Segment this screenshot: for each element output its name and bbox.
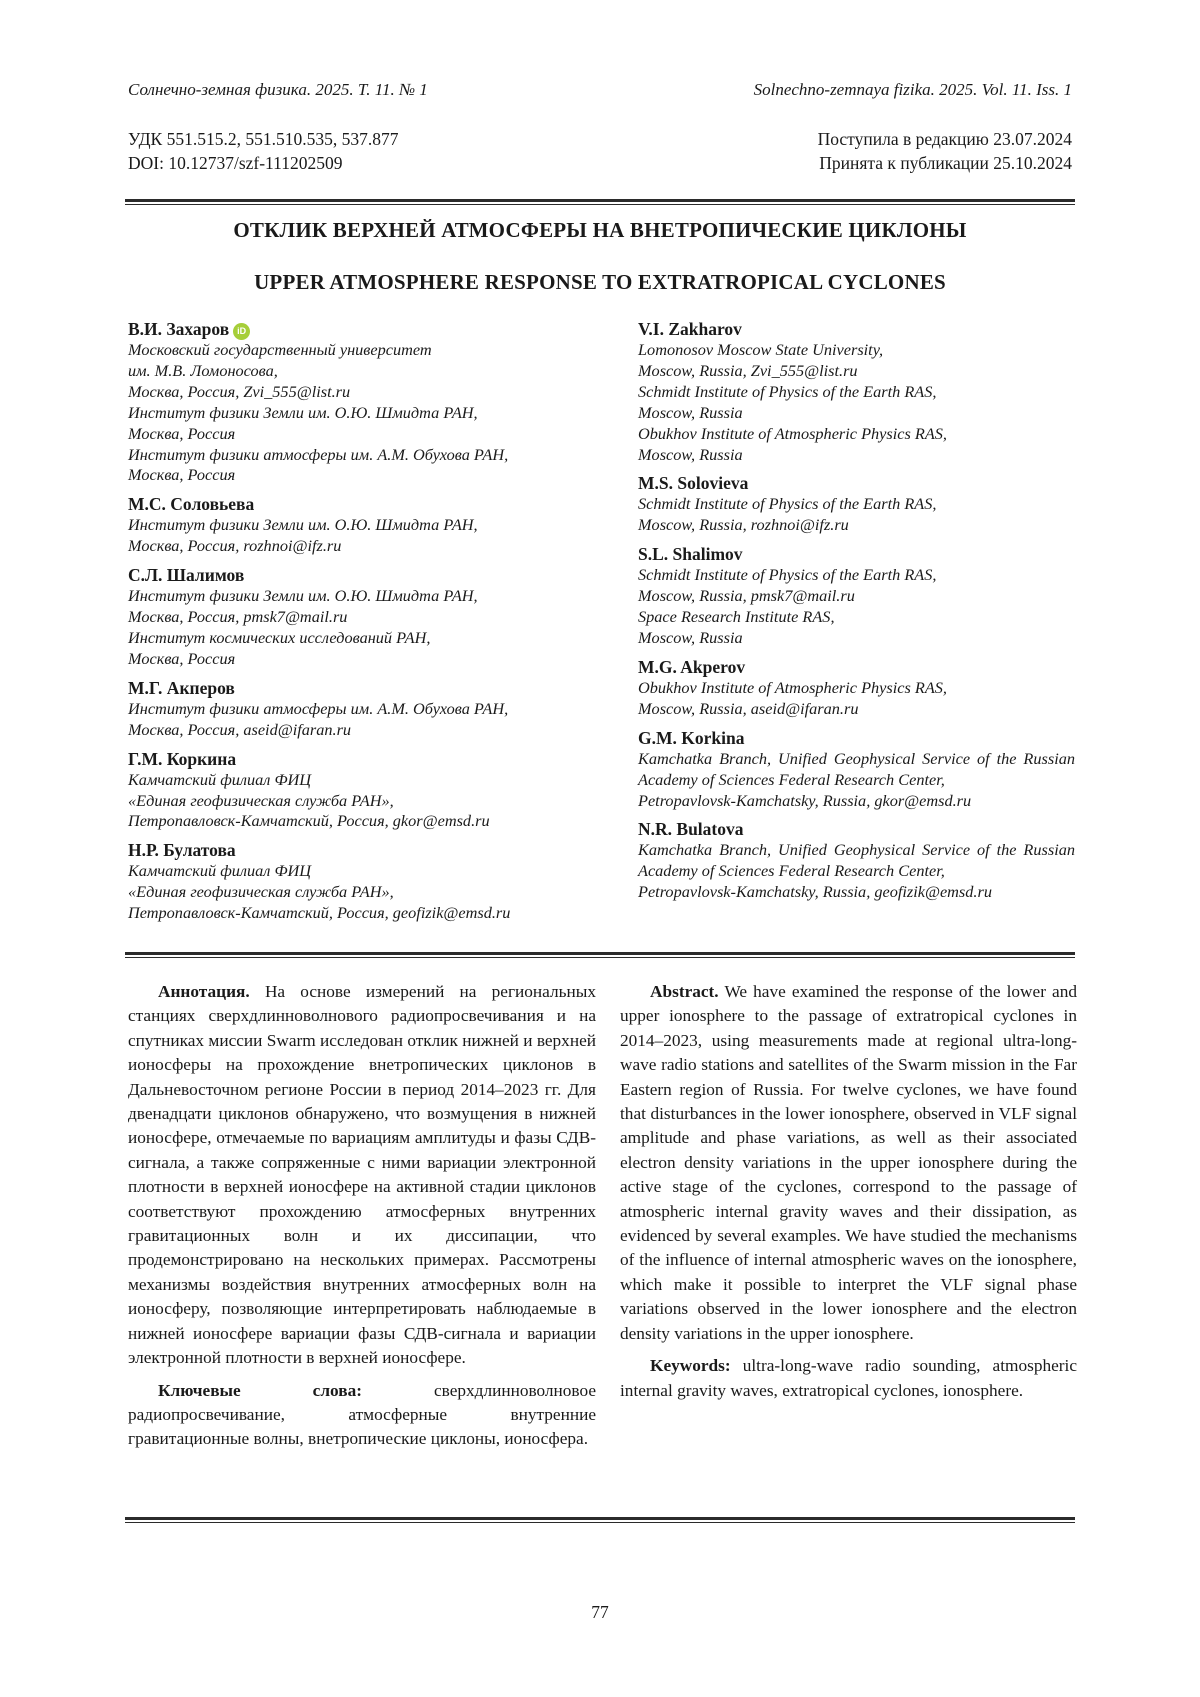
author-affiliation: Институт физики Земли им. О.Ю. Шмидта РАН, Москва, Россия, rozhnoi@ifz.ru bbox=[128, 515, 478, 556]
author-block bbox=[638, 727, 1075, 812]
author-block bbox=[128, 748, 568, 833]
keywords-paragraph bbox=[620, 1354, 1077, 1403]
title-russian: ОТКЛИК ВЕРХНЕЙ АТМОСФЕРЫ НА ВНЕТРОПИЧЕСКИЕ ЦИКЛОНЫ bbox=[233, 218, 967, 242]
running-head-right: Solnechno-zemnaya fizika. 2025. Vol. 11. Iss. 1 bbox=[753, 80, 1072, 99]
page-number: 77 bbox=[591, 1602, 609, 1622]
author-affiliation: Kamchatka Branch, Unified Geophysical Service of the Russian Academy of Sciences Federal Research Center, Petropavlovsk-Kamchatsky, Russia, gkor@emsd.ru bbox=[638, 748, 1075, 810]
author-block bbox=[128, 564, 568, 670]
keywords-label: Ключевые слова: bbox=[158, 1380, 362, 1400]
author-block bbox=[128, 839, 568, 924]
author-affiliation: Schmidt Institute of Physics of the Earth RAS, Moscow, Russia, rozhnoi@ifz.ru bbox=[638, 494, 937, 535]
abstract-russian bbox=[128, 980, 596, 1460]
keywords-paragraph bbox=[128, 1379, 596, 1452]
abstract-text: We have examined the response of the lower and upper ionosphere to the passage of extratropical cyclones in 2014–2023, using measurements made at regional ultra-long-wave radio stations and satellites of the Swarm mission in the Far Eastern region of Russia. For twelve cyclones, we have found that disturbances in the lower ionosphere, observed in VLF signal amplitude and phase variations, as well as their associated electron density variations in the upper ionosphere during the active stage of the cyclones, correspond to the passage of atmospheric internal gravity waves and their dissipation, as evidenced by several examples. We have studied the mechanisms of the influence of internal atmospheric waves on the ionosphere, which make it possible to interpret the VLF signal phase variations observed in the lower ionosphere and the electron density variations in the upper ionosphere. bbox=[620, 982, 1078, 1343]
abstract-label: Аннотация. bbox=[158, 982, 250, 1001]
article-dates bbox=[818, 127, 1072, 175]
author-block bbox=[638, 656, 1075, 720]
author-name: N.R. Bulatova bbox=[638, 819, 744, 840]
orcid-icon[interactable]: iD bbox=[233, 323, 250, 340]
author-affiliation: Kamchatka Branch, Unified Geophysical Service of the Russian Academy of Sciences Federal Research Center, Petropavlovsk-Kamchatsky, Russia, geofizik@emsd.ru bbox=[638, 840, 1075, 902]
author-block bbox=[638, 318, 1075, 465]
udk-code: УДК 551.515.2, 551.510.535, 537.877 bbox=[128, 129, 399, 149]
author-name: G.M. Korkina bbox=[638, 727, 745, 748]
abstract-paragraph bbox=[128, 980, 596, 1371]
author-block bbox=[638, 472, 1075, 536]
article-identifiers bbox=[128, 127, 398, 175]
author-name: Н.Р. Булатова bbox=[128, 840, 236, 861]
author-name: M.S. Solovieva bbox=[638, 473, 749, 494]
author-name: M.G. Akperov bbox=[638, 656, 746, 677]
received-date: Поступила в редакцию 23.07.2024 bbox=[817, 129, 1072, 149]
keywords-text: сверхдлинноволновое радиопросвечивание, атмосферные внутренние гравитационные волны, внетропические циклоны, ионосфера. bbox=[128, 1380, 596, 1449]
abstract-paragraph bbox=[620, 980, 1077, 1346]
author-block bbox=[128, 493, 568, 557]
abstract-text: На основе измерений на региональных станциях сверхдлинноволнового радиопросвечивания и на спутниках миссии Swarm исследован отклик нижней и верхней ионосферы на прохождение внетропических циклонов в Дальневосточном регионе России в период 2014–2023 гг. Для двенадцати циклонов обнаружено, что возмущения в нижней ионосфере, отмечаемые по вариациям амплитуды и фазы СДВ-сигнала, а также сопряженные с ними вариации электронной плотности в верхней ионосфере на активной стадии циклонов соответствуют прохождению атмосферных внутренних гравитационных волн и их диссипации, что продемонстрировано на нескольких примерах. Рассмотрены механизмы воздействия внутренних атмосферных волн на ионосферу, позволяющие интерпретировать наблюдаемые в нижней ионосфере вариации фазы СДВ-сигнала и вариации электронной плотности в верхней ионосфере. bbox=[128, 982, 596, 1368]
abstract-label: Abstract. bbox=[650, 982, 719, 1001]
authors-english bbox=[638, 318, 1075, 910]
author-name: М.С. Соловьева bbox=[128, 494, 255, 515]
top-rule bbox=[125, 199, 1075, 205]
author-name: В.И. Захаров bbox=[128, 319, 230, 339]
author-affiliation: Институт физики атмосферы им. А.М. Обухова РАН, Москва, Россия, aseid@ifaran.ru bbox=[128, 698, 509, 739]
author-affiliation: Институт физики Земли им. О.Ю. Шмидта РАН, Москва, Россия, pmsk7@mail.ru Институт космических исследований РАН, Москва, Россия bbox=[128, 586, 478, 668]
author-name: V.I. Zakharov bbox=[638, 319, 742, 339]
author-affiliation: Lomonosov Moscow State University, Moscow, Russia, Zvi_555@list.ru Schmidt Institute of Physics of the Earth RAS, Moscow, Russia Obukhov Institute of Atmospheric Physics RAS, Moscow, Russia bbox=[638, 340, 947, 464]
title-english: UPPER ATMOSPHERE RESPONSE TO EXTRATROPICAL CYCLONES bbox=[254, 270, 946, 294]
author-name: С.Л. Шалимов bbox=[128, 565, 245, 586]
doi: DOI: 10.12737/szf-111202509 bbox=[128, 153, 343, 173]
author-name: Г.М. Коркина bbox=[128, 748, 237, 769]
author-name: М.Г. Акперов bbox=[128, 677, 235, 698]
keywords-label: Keywords: bbox=[650, 1356, 731, 1376]
author-affiliation: Камчатский филиал ФИЦ «Единая геофизическая служба РАН», Петропавловск-Камчатский, Россия, gkor@emsd.ru bbox=[128, 769, 490, 831]
author-block bbox=[128, 318, 568, 486]
bottom-rule bbox=[125, 1517, 1075, 1523]
authors-russian bbox=[128, 318, 568, 931]
middle-rule bbox=[125, 952, 1075, 958]
accepted-date: Принята к публикации 25.10.2024 bbox=[819, 153, 1072, 173]
author-affiliation: Камчатский филиал ФИЦ «Единая геофизическая служба РАН», Петропавловск-Камчатский, Россия, geofizik@emsd.ru bbox=[128, 861, 511, 923]
abstract-english bbox=[620, 980, 1077, 1411]
author-block bbox=[128, 677, 568, 741]
running-head bbox=[128, 80, 1072, 102]
running-head-left: Солнечно-земная физика. 2025. Т. 11. № 1 bbox=[128, 80, 428, 99]
author-affiliation: Московский государственный университет им. М.В. Ломоносова, Москва, Россия, Zvi_555@list.ru Институт физики Земли им. О.Ю. Шмидта РАН, Москва, Россия Институт физики атмосферы им. А.М. Обухова РАН, Москва, Россия bbox=[128, 340, 509, 485]
author-affiliation: Schmidt Institute of Physics of the Earth RAS, Moscow, Russia, pmsk7@mail.ru Space Research Institute RAS, Moscow, Russia bbox=[638, 565, 937, 647]
author-block bbox=[638, 543, 1075, 649]
keywords-text: ultra-long-wave radio sounding, atmospheric internal gravity waves, extratropical cyclones, ionosphere. bbox=[620, 1356, 1077, 1400]
author-name: S.L. Shalimov bbox=[638, 544, 743, 565]
author-affiliation: Obukhov Institute of Atmospheric Physics RAS, Moscow, Russia, aseid@ifaran.ru bbox=[638, 677, 947, 718]
author-block bbox=[638, 818, 1075, 903]
